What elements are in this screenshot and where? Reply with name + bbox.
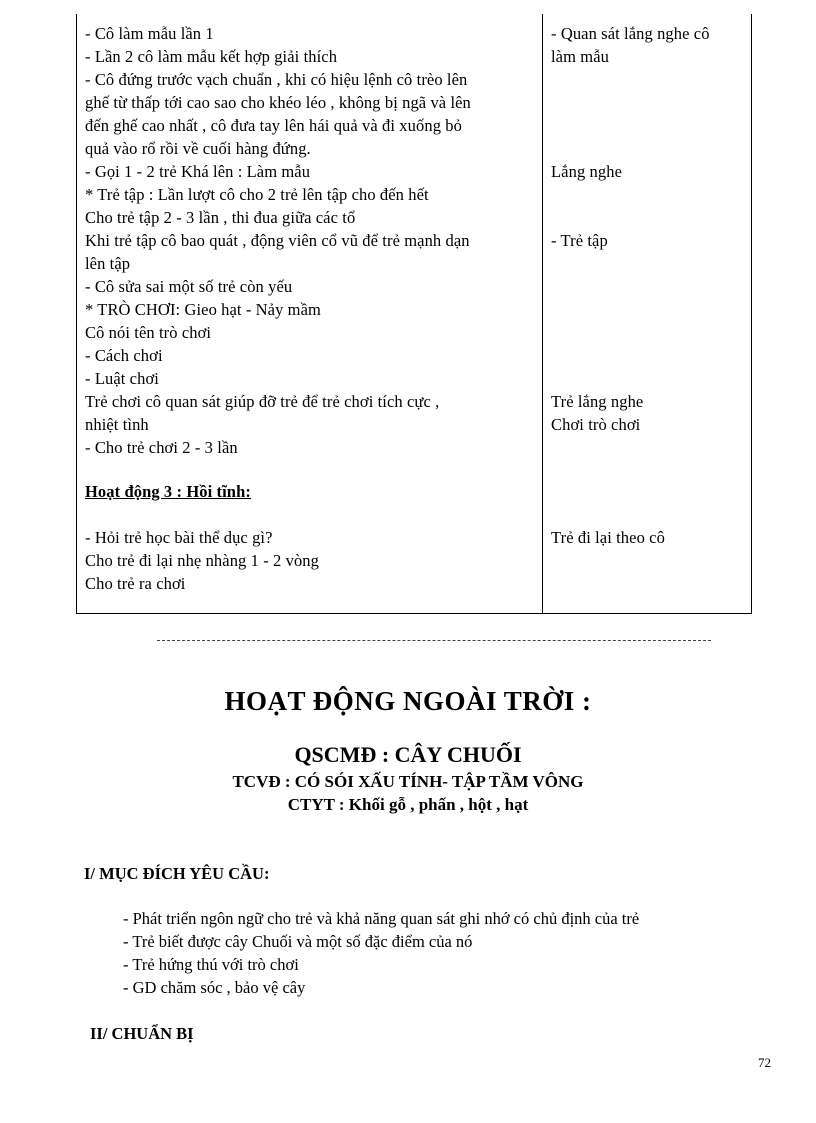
- teacher-line: Cho trẻ ra chơi: [85, 574, 186, 593]
- teacher-line: - Lần 2 cô làm mẫu kết hợp giải thích: [85, 47, 338, 66]
- teacher-line: * TRÒ CHƠI: Gieo hạt - Nảy mầm: [85, 300, 321, 319]
- child-line: - Trẻ tập: [551, 231, 608, 250]
- teacher-line: * Trẻ tập : Lần lượt cô cho 2 trẻ lên tập cho đến hết: [85, 185, 429, 204]
- child-line: Trẻ đi lại theo cô: [551, 528, 665, 547]
- purpose-item: - Trẻ biết được cây Chuối và một số đặc điểm của nó: [123, 932, 473, 951]
- child-line: Lắng nghe: [551, 162, 623, 181]
- teacher-line: đến ghế cao nhất , cô đưa tay lên hái quả và đi xuống bỏ: [85, 116, 462, 135]
- teacher-line: Trẻ chơi cô quan sát giúp đỡ trẻ để trẻ chơi tích cực ,: [85, 392, 440, 411]
- teacher-line: - Cô đứng trước vạch chuẩn , khi có hiệu lệnh cô trèo lên: [85, 70, 468, 89]
- teacher-line: nhiệt tình: [85, 415, 149, 434]
- ctyt-subtitle: CTYT : Khối gỗ , phấn , hột , hạt: [287, 795, 529, 814]
- preparation-heading: II/ CHUẨN BỊ: [90, 1024, 194, 1043]
- teacher-line: - Cô làm mẫu lần 1: [85, 24, 214, 43]
- purpose-item: - Trẻ hứng thú với trò chơi: [123, 955, 299, 974]
- teacher-line: quả vào rổ rồi về cuối hàng đứng.: [85, 139, 311, 158]
- teacher-line: Cho trẻ đi lại nhẹ nhàng 1 - 2 vòng: [85, 551, 320, 570]
- child-line: - Quan sát lắng nghe cô: [551, 24, 710, 43]
- column-divider: [542, 14, 543, 613]
- child-line: Chơi trò chơi: [551, 415, 641, 434]
- child-line: Trẻ lắng nghe: [551, 392, 644, 411]
- dashed-separator: [157, 640, 711, 641]
- teacher-line: - Cô sửa sai một số trẻ còn yếu: [85, 277, 293, 296]
- teacher-line: - Hỏi trẻ học bài thể dục gì?: [85, 528, 273, 547]
- teacher-line: - Luật chơi: [85, 369, 159, 388]
- teacher-line: lên tập: [85, 254, 131, 273]
- lesson-table: [76, 14, 752, 614]
- qscmd-subtitle: QSCMĐ : CÂY CHUỐI: [294, 742, 522, 767]
- child-line: làm mẫu: [551, 47, 609, 66]
- teacher-line: - Cho trẻ chơi 2 - 3 lần: [85, 438, 238, 457]
- tcvd-subtitle: TCVĐ : CÓ SÓI XẤU TÍNH- TẬP TẦM VÔNG: [232, 772, 584, 791]
- teacher-line: - Gọi 1 - 2 trẻ Khá lên : Làm mẫu: [85, 162, 311, 181]
- teacher-line: Khi trẻ tập cô bao quát , động viên cổ vũ để trẻ mạnh dạn: [85, 231, 470, 250]
- activity3-heading: Hoạt động 3 : Hồi tĩnh:: [85, 482, 251, 501]
- teacher-line: ghế từ thấp tới cao sao cho khéo léo , không bị ngã và lên: [85, 93, 471, 112]
- purpose-item: - GD chăm sóc , bảo vệ cây: [123, 978, 306, 997]
- purpose-item: - Phát triển ngôn ngữ cho trẻ và khả năng quan sát ghi nhớ có chủ định của trẻ: [123, 909, 640, 928]
- teacher-line: Cho trẻ tập 2 - 3 lần , thi đua giữa các tổ: [85, 208, 356, 227]
- teacher-line: Cô nói tên trò chơi: [85, 323, 212, 342]
- purpose-heading: I/ MỤC ĐÍCH YÊU CẦU:: [84, 864, 270, 883]
- page-number: 72: [758, 1055, 771, 1070]
- section-title: HOẠT ĐỘNG NGOÀI TRỜI :: [224, 686, 592, 716]
- teacher-line: - Cách chơi: [85, 346, 163, 365]
